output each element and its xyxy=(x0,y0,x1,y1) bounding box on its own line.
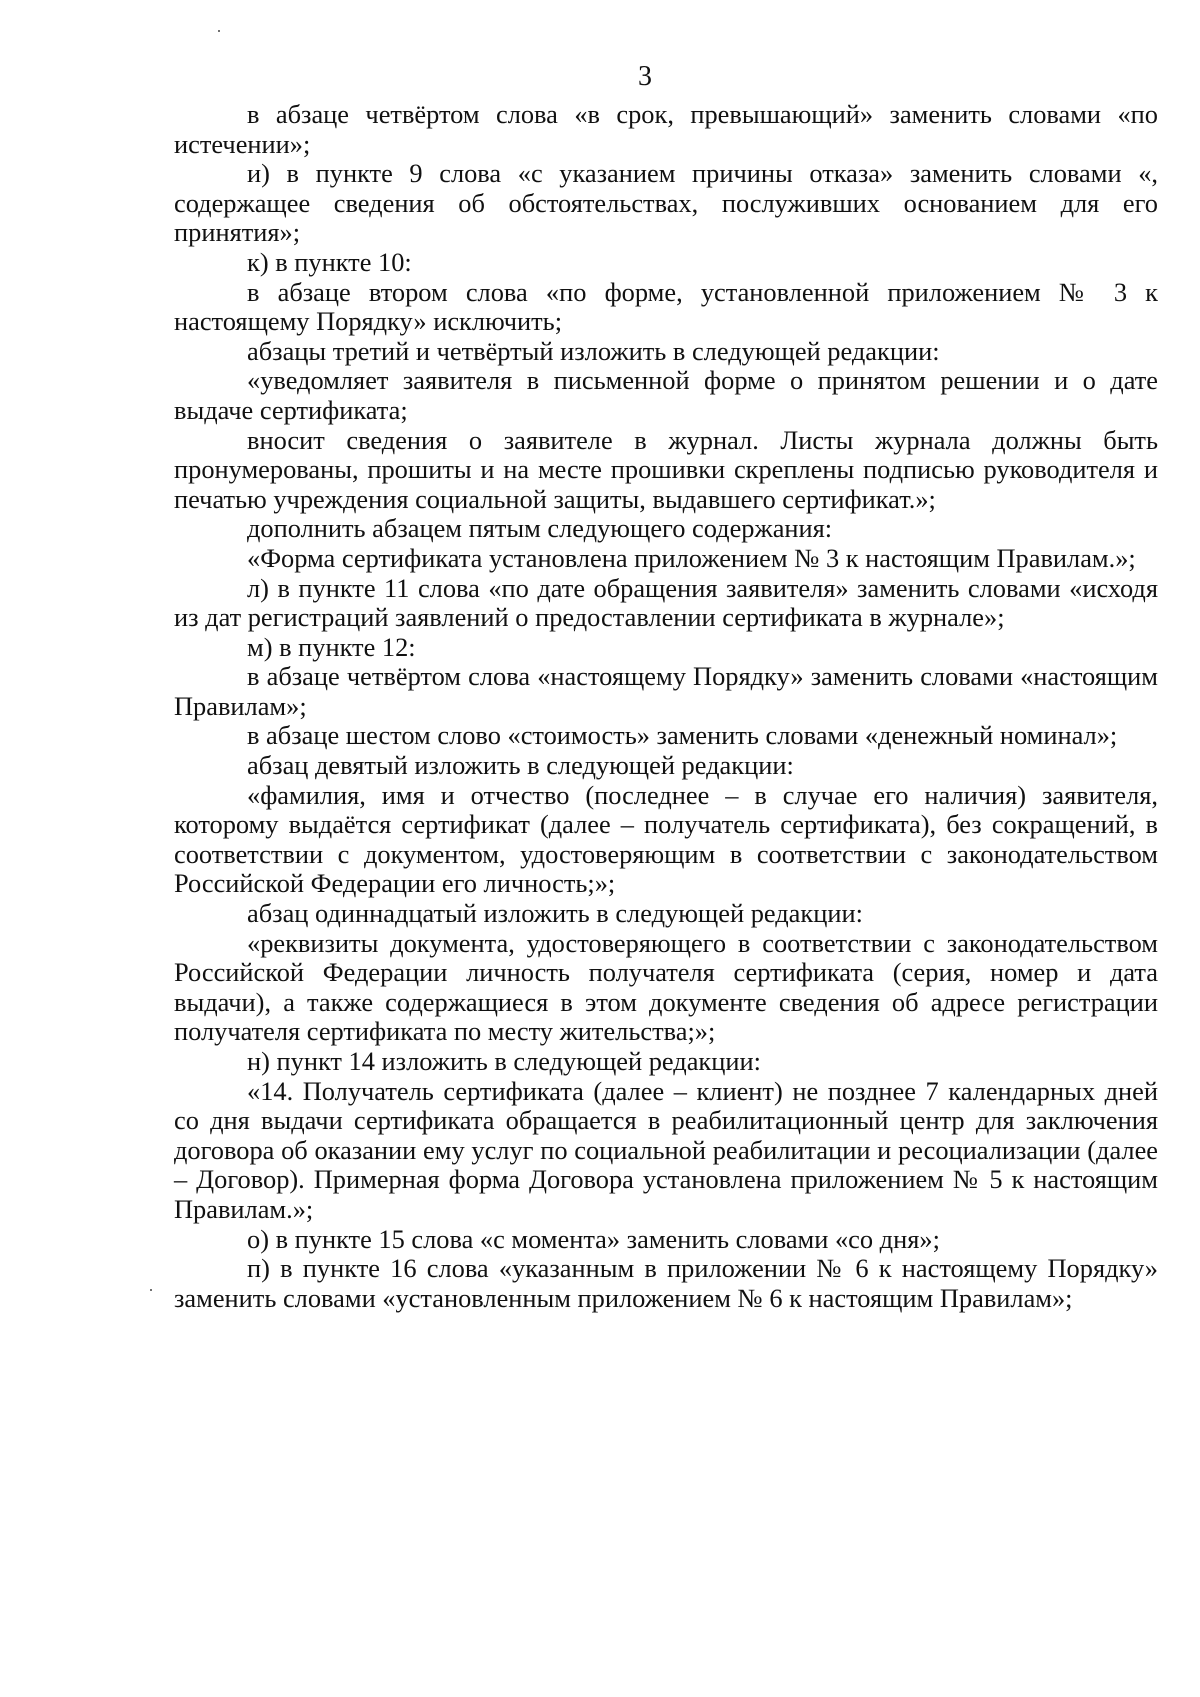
paragraph: л) в пункте 11 слова «по дате обращения заявителя» заменить словами «исходя из дат регистраций заявлений о предоставлении сертификата в журнале»; xyxy=(174,572,1158,633)
paragraph: о) в пункте 15 слова «с момента» заменить словами «со дня»; xyxy=(247,1223,940,1254)
document-body xyxy=(174,100,1158,1313)
paragraph: дополнить абзацем пятым следующего содержания: xyxy=(247,513,833,544)
paragraph: к) в пункте 10: xyxy=(247,246,412,277)
paragraph: м) в пункте 12: xyxy=(247,631,416,662)
paragraph: абзац девятый изложить в следующей редакции: xyxy=(247,750,794,781)
paragraph: «фамилия, имя и отчество (последнее – в случае его наличия) заявителя, которому выдаётся сертификат (далее – получатель сертификата), без сокращений, в соответствии с документом, удостоверяющим в соответствии с законодательством Российской Федерации его личность;»; xyxy=(174,779,1158,899)
paragraph: «уведомляет заявителя в письменной форме о принятом решении и о дате выдаче сертификата; xyxy=(174,365,1158,425)
paragraph: н) пункт 14 изложить в следующей редакции: xyxy=(247,1046,761,1076)
paragraph: вносит сведения о заявителе в журнал. Листы журнала должны быть пронумерованы, прошиты и на месте прошивки скреплены подписью руководителя и печатью учреждения социальной защиты, выдавшего сертификат.»; xyxy=(174,424,1158,514)
paragraph: «Форма сертификата установлена приложением № 3 к настоящим Правилам.»; xyxy=(247,542,1136,573)
page-number: 3 xyxy=(638,61,652,92)
paragraph: в абзаце четвёртом слова «в срок, превышающий» заменить словами «по истечении»; xyxy=(174,99,1158,159)
paragraph: и) в пункте 9 слова «с указанием причины отказа» заменить словами «, содержащее сведения об обстоятельствах, послуживших основанием для его принятия»; xyxy=(174,158,1158,248)
scan-speck xyxy=(218,30,220,32)
paragraph: п) в пункте 16 слова «указанным в приложении № 6 к настоящему Порядку» заменить словами «установленным приложением № 6 к настоящим Правилам»; xyxy=(174,1253,1158,1313)
paragraph: «реквизиты документа, удостоверяющего в соответствии с законодательством Российской Федерации личность получателя сертификата (серия, номер и дата выдачи), а также содержащиеся в этом документе сведения об адресе регистрации получателя сертификата по месту жительства;»; xyxy=(174,927,1158,1047)
paragraph: абзац одиннадцатый изложить в следующей редакции: xyxy=(247,898,863,929)
paragraph: в абзаце втором слова «по форме, установленной приложением № 3 к настоящему Порядку» исключить; xyxy=(174,276,1158,337)
paragraph: абзацы третий и четвёртый изложить в следующей редакции: xyxy=(247,335,940,366)
paragraph: «14. Получатель сертификата (далее – клиент) не позднее 7 календарных дней со дня выдачи сертификата обращается в реабилитационный центр для заключения договора об оказании ему услуг по социальной реабилитации и ресоциализации (далее – Договор). Примерная форма Договора установлена приложением № 5 к настоящим Правилам.»; xyxy=(174,1075,1158,1224)
paragraph: в абзаце шестом слово «стоимость» заменить словами «денежный номинал»; xyxy=(247,720,1118,751)
scan-speck xyxy=(150,1289,152,1291)
paragraph: в абзаце четвёртом слова «настоящему Порядку» заменить словами «настоящим Правилам»; xyxy=(174,661,1158,721)
